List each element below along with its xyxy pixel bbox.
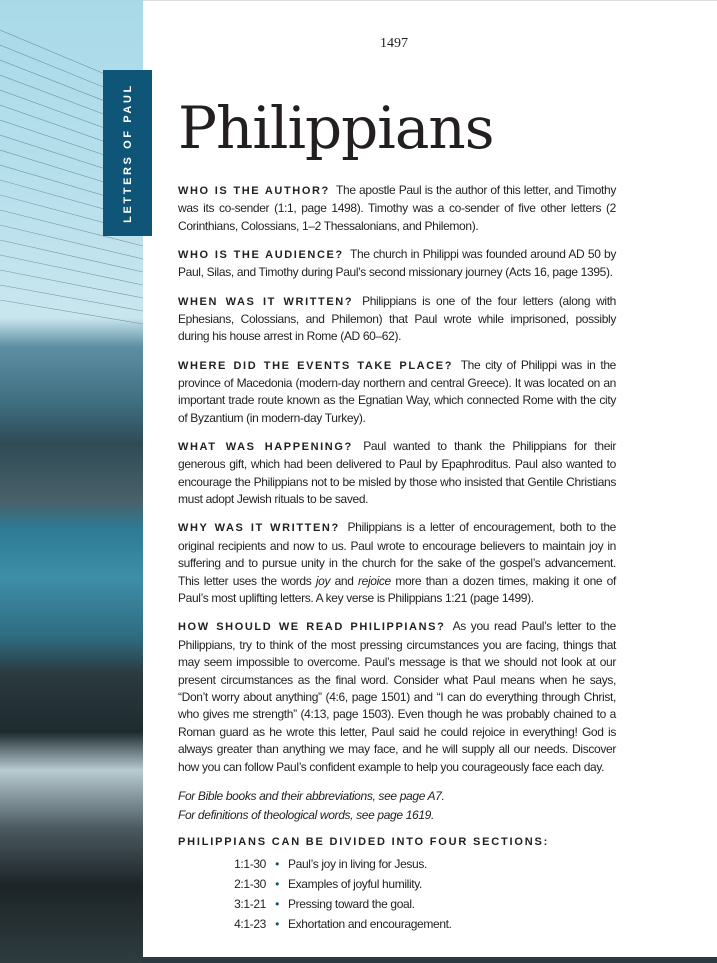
heading: WHAT WAS HAPPENING? [178, 441, 353, 454]
place-paragraph [178, 357, 616, 428]
text: Philippians is one of the four letters (along with Ephesians, Colossians, and Philemon) that Paul wrote while imprisoned, possibly during his house arrest in Rome (AD 60–62). [178, 293, 617, 344]
heading: WHO IS THE AUDIENCE? [178, 249, 344, 262]
list-item [216, 914, 616, 934]
heading: WHERE DID THE EVENTS TAKE PLACE? [178, 359, 454, 372]
note: For Bible books and their abbreviations, see page A7. [178, 788, 445, 803]
note: For definitions of theological words, see page 1619. [178, 807, 434, 822]
ref: 3:1-21 [234, 897, 266, 912]
text: and [330, 573, 358, 588]
text: The city of Philippi was in the province of Macedonia (modern-day northern and central Greece). It was located on an important trade route known as the Egnatian Way, which connected Rome with the city of Byzantium (in modern-day Turkey). [178, 357, 616, 425]
heading: WHO IS THE AUTHOR? [178, 185, 330, 197]
text: Exhortation and encouragement. [288, 917, 452, 932]
reading-paragraph [178, 618, 616, 776]
text: Paul wanted to thank the Philippians for their generous gift, which had been delivered to Paul by Epaphroditus. Paul also wanted to encourage the Philippians not to be misled by those who insisted that Gentile Christians must adopt Jewish rituals to be saved. [178, 439, 616, 507]
text: Pressing toward the goal. [288, 897, 415, 912]
divisions-heading: PHILIPPIANS CAN BE DIVIDED INTO FOUR SECTIONS: [178, 835, 550, 848]
ref: 4:1-23 [234, 917, 266, 932]
text: The church in Philippi was founded around AD 50 by Paul, Silas, and Timothy during Paul’s second missionary journey (Acts 16, page 1395). [178, 247, 616, 280]
section-tab-label: LETTERS OF PAUL [121, 83, 134, 223]
list-item [216, 854, 616, 874]
ref: 1:1-30 [234, 857, 266, 872]
bullet: • [275, 857, 279, 872]
divisions-list [178, 854, 616, 934]
text: joy [315, 573, 331, 588]
bottom-edge [143, 957, 717, 963]
heading: WHY WAS IT WRITTEN? [178, 522, 340, 535]
text: As you read Paul’s letter to the Philippians, try to think of the most pressing circumstances you are facing, things that may seem impossible to overcome. Paul’s message is that we should not look at our present circumstances as the final word. Consider what Paul means when he says, “Don’t worry about anything” (4:6, page 1501) and “I can do everything through Christ, who gives me strength” (4:13, page 1503). Even though he was probably chained to a Roman guard as he wrote this letter, Paul said he could rejoice in everything! God is always greater than anything we may face, and he will supply all our needs. Discover how you can follow Paul’s confident example to help you courageously face each day. [178, 619, 616, 774]
page-number: 1497 [380, 36, 408, 51]
introduction [178, 182, 616, 934]
list-item [216, 894, 616, 914]
heading: WHEN WAS IT WRITTEN? [178, 295, 354, 308]
list-item [216, 874, 616, 894]
text: Examples of joyful humility. [288, 877, 423, 892]
bullet: • [275, 917, 279, 932]
audience-paragraph [178, 246, 616, 282]
ref: 2:1-30 [234, 877, 266, 892]
bullet: • [275, 877, 279, 892]
purpose-paragraph [178, 519, 616, 607]
text: more than a dozen times, making it one of Paul’s most uplifting letters. A key verse is Philippians 1:21 (page 1499). [178, 573, 616, 606]
text: Philippians is a letter of encouragement, both to the original recipients and now to us. Paul wrote to encourage believers to maintain joy in suffering and to pursue unity in the church for the sake of the gospel’s advancement. This letter uses the words [178, 520, 616, 588]
book-title: Philippians [178, 94, 494, 162]
reference-notes [178, 787, 616, 825]
section-tab [103, 70, 152, 236]
bullet: • [275, 897, 279, 912]
heading: HOW SHOULD WE READ PHILIPPIANS? [178, 621, 446, 634]
happening-paragraph [178, 438, 616, 509]
text: The apostle Paul is the author of this letter, and Timothy was its co-sender (1:1, page 1498). Timothy was a co-sender of five other letters (2 Corinthians, Colossians, 1–2 Thessalonians, and Philemon). [178, 183, 616, 233]
author-paragraph [178, 182, 616, 235]
date-paragraph [178, 293, 616, 346]
text: rejoice [357, 573, 391, 588]
text: Paul’s joy in living for Jesus. [288, 857, 427, 872]
